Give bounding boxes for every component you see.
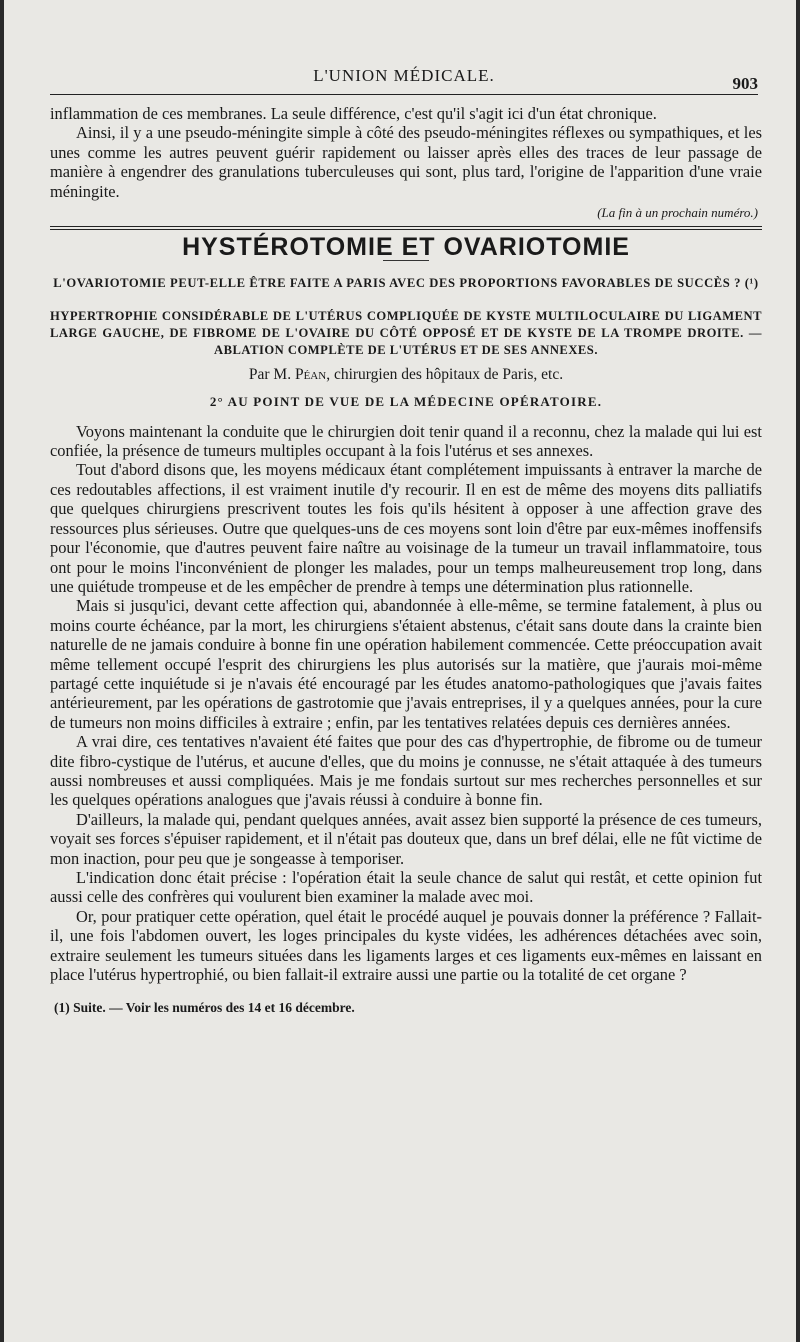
- article-paragraph: Or, pour pratiquer cette opération, quel était le procédé auquel je pouvais donner la préférence ? Fallait-il, une fois l'abdomen ouvert, les loges principales du kyste vidées, les adhérences détachées avec soin, extraire seulement les tumeurs situées dans les ligaments larges et ces ligaments eux-mêmes en laissant en place l'utérus hypertrophié, ou bien fallait-il extraire aussi une partie ou la totalité de cet organe ?: [50, 906, 762, 985]
- section-divider: [50, 226, 762, 230]
- page-number: 903: [732, 74, 758, 93]
- previous-article-paragraph: inflammation de ces membranes. La seule différence, c'est qu'il s'agit ici d'un état chronique.: [50, 104, 657, 123]
- part-heading: 2° AU POINT DE VUE DE LA MÉDECINE OPÉRATOIRE.: [209, 394, 603, 410]
- author-line: [50, 365, 762, 384]
- footnote: (1) Suite. — Voir les numéros des 14 et 16 décembre.: [54, 1000, 355, 1016]
- article-paragraph: Tout d'abord disons que, les moyens médicaux étant complétement impuissants à entraver la marche de ces redoutables affections, il est vraiment inutile d'y recourir. Il en est de même des moyens dits palliatifs que quelques chirurgiens prescrivent toutes les fois qu'ils hésitent à opposer à une affection grave des ressources plus sérieuses. Outre que quelques-uns de ces moyens sont loin d'être par eux-mêmes inoffensifs pour l'économie, que d'autres peuvent faire naître au voisinage de la tumeur un travail inflammatoire, tous ont pour le moins l'inconvénient de plonger les malades, pour un temps malheureusement trop long, dans une quiétude trompeuse et de les empêcher de prendre à temps une détermination plus rationnelle.: [50, 460, 762, 596]
- case-title: HYPERTROPHIE CONSIDÉRABLE DE L'UTÉRUS COMPLIQUÉE DE KYSTE MULTILOCULAIRE DU LIGAMENT LARGE GAUCHE, DE FIBROME DE L'OVAIRE DU CÔTÉ OPPOSÉ ET DE KYSTE DE LA TROMPE DROITE. — ABLATION COMPLÈTE DE L'UTÉRUS ET DE SES ANNEXES.: [50, 308, 762, 357]
- author-name: Péan: [294, 365, 327, 383]
- author-suffix: , chirurgien des hôpitaux de Paris, etc.: [326, 365, 564, 383]
- continuation-note: (La fin à un prochain numéro.): [597, 205, 758, 221]
- newspaper-page: [4, 0, 796, 1342]
- previous-article-paragraph: Ainsi, il y a une pseudo-méningite simple à côté des pseudo-méningites réflexes ou sympathiques, et les unes comme les autres peuvent guérir rapidement ou laisser après elles des traces de leur passage de manière à engendrer des granulations tuberculeuses qui sont, plus tard, l'origine de l'apparition d'une vraie méningite.: [50, 123, 762, 201]
- article-subtitle: L'OVARIOTOMIE PEUT-ELLE ÊTRE FAITE A PARIS AVEC DES PROPORTIONS FAVORABLES DE SUCCÈS ? (¹): [53, 275, 759, 290]
- article-paragraph: A vrai dire, ces tentatives n'avaient été faites que pour des cas d'hypertrophie, de fibrome ou de tumeur dite fibro-cystique de l'utérus, et aucune d'elles, que du moins je connusse, ne s'était attaquée à des tumeurs aussi nombreuses et aussi compliquées. Mais je me fondais surtout sur mes recherches personnelles et sur les quelques opérations analogues que j'avais réussi à conduire à bonne fin.: [50, 732, 762, 810]
- page-content: [50, 104, 762, 1018]
- article-paragraph: D'ailleurs, la malade qui, pendant quelques années, avait assez bien supporté la présence de ces tumeurs, voyait ses forces s'épuiser rapidement, et il n'était pas douteux que, dans un bref délai, elle ne fût victime de mon inaction, pour peu que je songeasse à temporiser.: [50, 809, 762, 868]
- article-title: HYSTÉROTOMIE ET OVARIOTOMIE: [182, 233, 630, 262]
- article-paragraph: L'indication donc était précise : l'opération était la seule chance de salut qui restât, et cette opinion fut aussi celle des confrères qui voulurent bien examiner la malade avec moi.: [50, 868, 762, 907]
- running-head: [50, 60, 758, 95]
- article-paragraph: Mais si jusqu'ici, devant cette affection qui, abandonnée à elle-même, se termine fatalement, à plus ou moins courte échéance, par la mort, les chirurgiens s'étaient abstenus, c'était sans doute dans la crainte bien naturelle de ne jamais conduire à bonne fin une opération habilement commencée. Cette préoccupation avait même tellement occupé l'esprit des chirurgiens les plus autorisés sur la matière, que j'aurais moi-même partagé cette inquiétude si je n'avais été encouragé par les études anatomo-pathologiques que j'avais faites antérieurement, par les opérations de gastrotomie que j'avais entreprises, il y a quelques années, pour la cure de tumeurs non moins difficiles à extraire ; enfin, par les tentatives relatées depuis ces dernières années.: [50, 596, 762, 732]
- running-title: L'UNION MÉDICALE.: [313, 66, 495, 85]
- author-prefix: Par M.: [248, 365, 295, 383]
- article-paragraph: Voyons maintenant la conduite que le chirurgien doit tenir quand il a reconnu, chez la malade qui lui est confiée, la présence de tumeurs multiples occupant à la fois l'utérus et ses annexes.: [50, 421, 762, 461]
